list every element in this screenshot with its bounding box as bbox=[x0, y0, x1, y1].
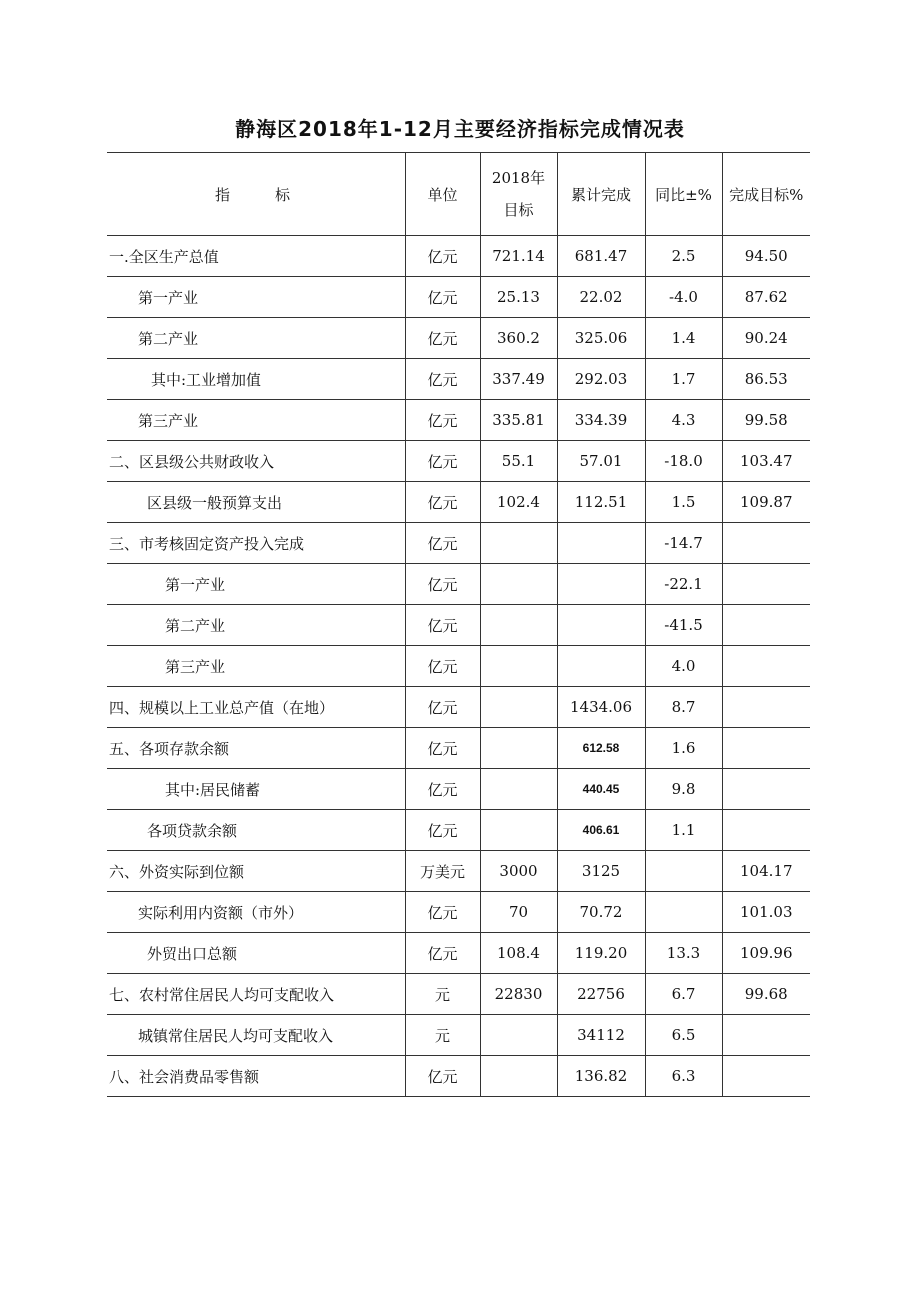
row-cumulative-cell: 119.20 bbox=[557, 933, 645, 974]
header-unit: 单位 bbox=[405, 153, 480, 236]
table-row bbox=[107, 687, 810, 728]
table-row bbox=[107, 1015, 810, 1056]
row-cumulative-cell bbox=[557, 564, 645, 605]
row-completion-cell bbox=[722, 769, 810, 810]
row-indicator-name: 二、区县级公共财政收入 bbox=[107, 441, 405, 482]
row-yoy-cell: 6.3 bbox=[645, 1056, 722, 1097]
table-row bbox=[107, 728, 810, 769]
table-row bbox=[107, 974, 810, 1015]
table-row bbox=[107, 851, 810, 892]
row-yoy-cell: 9.8 bbox=[645, 769, 722, 810]
row-target-cell: 335.81 bbox=[480, 400, 557, 441]
row-indicator-name: 八、社会消费品零售额 bbox=[107, 1056, 405, 1097]
row-unit-cell: 亿元 bbox=[405, 318, 480, 359]
row-completion-cell bbox=[722, 810, 810, 851]
table-row bbox=[107, 892, 810, 933]
table-row bbox=[107, 810, 810, 851]
row-yoy-cell: 2.5 bbox=[645, 236, 722, 277]
row-yoy-cell: 1.6 bbox=[645, 728, 722, 769]
row-indicator-name: 第二产业 bbox=[107, 318, 405, 359]
row-indicator-name: 其中:工业增加值 bbox=[107, 359, 405, 400]
row-indicator-name: 四、规模以上工业总产值（在地） bbox=[107, 687, 405, 728]
row-yoy-cell: 4.3 bbox=[645, 400, 722, 441]
row-cumulative-cell: 112.51 bbox=[557, 482, 645, 523]
row-yoy-cell: 6.5 bbox=[645, 1015, 722, 1056]
row-target-cell bbox=[480, 523, 557, 564]
row-cumulative-cell: 440.45 bbox=[557, 769, 645, 810]
row-cumulative-cell: 1434.06 bbox=[557, 687, 645, 728]
row-indicator-name: 第一产业 bbox=[107, 564, 405, 605]
row-cumulative-cell bbox=[557, 605, 645, 646]
row-cumulative-cell: 57.01 bbox=[557, 441, 645, 482]
table-row bbox=[107, 769, 810, 810]
row-yoy-cell: 8.7 bbox=[645, 687, 722, 728]
row-completion-cell: 94.50 bbox=[722, 236, 810, 277]
row-target-cell bbox=[480, 728, 557, 769]
row-completion-cell bbox=[722, 1015, 810, 1056]
row-target-cell: 721.14 bbox=[480, 236, 557, 277]
row-cumulative-cell bbox=[557, 646, 645, 687]
row-indicator-name: 区县级一般预算支出 bbox=[107, 482, 405, 523]
row-cumulative-cell: 136.82 bbox=[557, 1056, 645, 1097]
table-row bbox=[107, 236, 810, 277]
row-yoy-cell: 1.1 bbox=[645, 810, 722, 851]
row-completion-cell bbox=[722, 605, 810, 646]
row-cumulative-cell: 70.72 bbox=[557, 892, 645, 933]
header-target-line1: 2018年 bbox=[491, 169, 546, 187]
row-yoy-cell bbox=[645, 892, 722, 933]
row-completion-cell: 109.87 bbox=[722, 482, 810, 523]
row-yoy-cell: 1.5 bbox=[645, 482, 722, 523]
row-unit-cell: 亿元 bbox=[405, 605, 480, 646]
row-unit-cell: 亿元 bbox=[405, 646, 480, 687]
header-yoy: 同比±% bbox=[645, 153, 722, 236]
row-completion-cell: 86.53 bbox=[722, 359, 810, 400]
row-completion-cell bbox=[722, 646, 810, 687]
row-unit-cell: 亿元 bbox=[405, 277, 480, 318]
row-yoy-cell: 1.4 bbox=[645, 318, 722, 359]
row-completion-cell: 99.58 bbox=[722, 400, 810, 441]
row-yoy-cell: 1.7 bbox=[645, 359, 722, 400]
row-unit-cell: 亿元 bbox=[405, 728, 480, 769]
row-completion-cell: 109.96 bbox=[722, 933, 810, 974]
row-completion-cell bbox=[722, 564, 810, 605]
row-target-cell bbox=[480, 564, 557, 605]
row-yoy-cell: -18.0 bbox=[645, 441, 722, 482]
indicator-table bbox=[107, 152, 810, 1097]
row-target-cell: 70 bbox=[480, 892, 557, 933]
row-unit-cell: 亿元 bbox=[405, 236, 480, 277]
row-cumulative-cell: 22756 bbox=[557, 974, 645, 1015]
row-completion-cell bbox=[722, 687, 810, 728]
row-indicator-name: 城镇常住居民人均可支配收入 bbox=[107, 1015, 405, 1056]
row-unit-cell: 亿元 bbox=[405, 359, 480, 400]
page-title: 静海区2018年1-12月主要经济指标完成情况表 bbox=[235, 117, 685, 141]
row-cumulative-cell: 325.06 bbox=[557, 318, 645, 359]
row-completion-cell bbox=[722, 1056, 810, 1097]
table-row bbox=[107, 933, 810, 974]
row-cumulative-cell: 612.58 bbox=[557, 728, 645, 769]
row-indicator-name: 第二产业 bbox=[107, 605, 405, 646]
row-cumulative-cell: 34112 bbox=[557, 1015, 645, 1056]
row-yoy-cell: -22.1 bbox=[645, 564, 722, 605]
row-indicator-name: 实际利用内资额（市外） bbox=[107, 892, 405, 933]
row-unit-cell: 亿元 bbox=[405, 441, 480, 482]
row-unit-cell: 亿元 bbox=[405, 523, 480, 564]
row-target-cell bbox=[480, 605, 557, 646]
row-target-cell: 55.1 bbox=[480, 441, 557, 482]
row-completion-cell: 99.68 bbox=[722, 974, 810, 1015]
row-cumulative-cell bbox=[557, 523, 645, 564]
row-unit-cell: 亿元 bbox=[405, 400, 480, 441]
row-target-cell bbox=[480, 769, 557, 810]
row-indicator-name: 六、外资实际到位额 bbox=[107, 851, 405, 892]
row-completion-cell: 104.17 bbox=[722, 851, 810, 892]
row-unit-cell: 元 bbox=[405, 974, 480, 1015]
row-target-cell bbox=[480, 687, 557, 728]
row-yoy-cell bbox=[645, 851, 722, 892]
row-indicator-name: 七、农村常住居民人均可支配收入 bbox=[107, 974, 405, 1015]
row-completion-cell bbox=[722, 523, 810, 564]
row-cumulative-cell: 3125 bbox=[557, 851, 645, 892]
header-cumulative: 累计完成 bbox=[557, 153, 645, 236]
row-target-cell bbox=[480, 646, 557, 687]
row-unit-cell: 亿元 bbox=[405, 687, 480, 728]
row-indicator-name: 第一产业 bbox=[107, 277, 405, 318]
row-completion-cell: 101.03 bbox=[722, 892, 810, 933]
row-target-cell: 3000 bbox=[480, 851, 557, 892]
header-target bbox=[480, 153, 557, 236]
row-completion-cell bbox=[722, 728, 810, 769]
row-unit-cell: 亿元 bbox=[405, 892, 480, 933]
header-completion: 完成目标% bbox=[722, 153, 810, 236]
row-target-cell bbox=[480, 1056, 557, 1097]
table-row bbox=[107, 1056, 810, 1097]
row-completion-cell: 103.47 bbox=[722, 441, 810, 482]
table-row bbox=[107, 523, 810, 564]
row-cumulative-cell: 681.47 bbox=[557, 236, 645, 277]
row-unit-cell: 亿元 bbox=[405, 933, 480, 974]
table-header-row bbox=[107, 153, 810, 236]
table-row bbox=[107, 400, 810, 441]
row-yoy-cell: 13.3 bbox=[645, 933, 722, 974]
row-indicator-name: 三、市考核固定资产投入完成 bbox=[107, 523, 405, 564]
table-row bbox=[107, 277, 810, 318]
row-target-cell: 337.49 bbox=[480, 359, 557, 400]
row-indicator-name: 第三产业 bbox=[107, 400, 405, 441]
row-unit-cell: 亿元 bbox=[405, 1056, 480, 1097]
row-unit-cell: 亿元 bbox=[405, 769, 480, 810]
row-target-cell: 25.13 bbox=[480, 277, 557, 318]
row-yoy-cell: -14.7 bbox=[645, 523, 722, 564]
row-completion-cell: 87.62 bbox=[722, 277, 810, 318]
row-indicator-name: 一.全区生产总值 bbox=[107, 236, 405, 277]
header-indicator: 指 标 bbox=[107, 153, 405, 236]
row-unit-cell: 万美元 bbox=[405, 851, 480, 892]
row-unit-cell: 亿元 bbox=[405, 482, 480, 523]
row-yoy-cell: 4.0 bbox=[645, 646, 722, 687]
row-indicator-name: 其中:居民储蓄 bbox=[107, 769, 405, 810]
table-row bbox=[107, 564, 810, 605]
row-indicator-name: 外贸出口总额 bbox=[107, 933, 405, 974]
header-target-line2: 目标 bbox=[503, 201, 534, 219]
row-cumulative-cell: 292.03 bbox=[557, 359, 645, 400]
table-row bbox=[107, 441, 810, 482]
row-indicator-name: 五、各项存款余额 bbox=[107, 728, 405, 769]
row-completion-cell: 90.24 bbox=[722, 318, 810, 359]
row-yoy-cell: 6.7 bbox=[645, 974, 722, 1015]
row-target-cell: 360.2 bbox=[480, 318, 557, 359]
table-row bbox=[107, 605, 810, 646]
row-yoy-cell: -41.5 bbox=[645, 605, 722, 646]
row-cumulative-cell: 334.39 bbox=[557, 400, 645, 441]
table-row bbox=[107, 646, 810, 687]
row-target-cell: 108.4 bbox=[480, 933, 557, 974]
table-row bbox=[107, 318, 810, 359]
row-unit-cell: 元 bbox=[405, 1015, 480, 1056]
row-indicator-name: 各项贷款余额 bbox=[107, 810, 405, 851]
table-row bbox=[107, 482, 810, 523]
row-target-cell: 102.4 bbox=[480, 482, 557, 523]
row-yoy-cell: -4.0 bbox=[645, 277, 722, 318]
row-target-cell bbox=[480, 810, 557, 851]
row-target-cell: 22830 bbox=[480, 974, 557, 1015]
row-target-cell bbox=[480, 1015, 557, 1056]
row-cumulative-cell: 22.02 bbox=[557, 277, 645, 318]
row-unit-cell: 亿元 bbox=[405, 810, 480, 851]
table-row bbox=[107, 359, 810, 400]
row-cumulative-cell: 406.61 bbox=[557, 810, 645, 851]
row-unit-cell: 亿元 bbox=[405, 564, 480, 605]
row-indicator-name: 第三产业 bbox=[107, 646, 405, 687]
